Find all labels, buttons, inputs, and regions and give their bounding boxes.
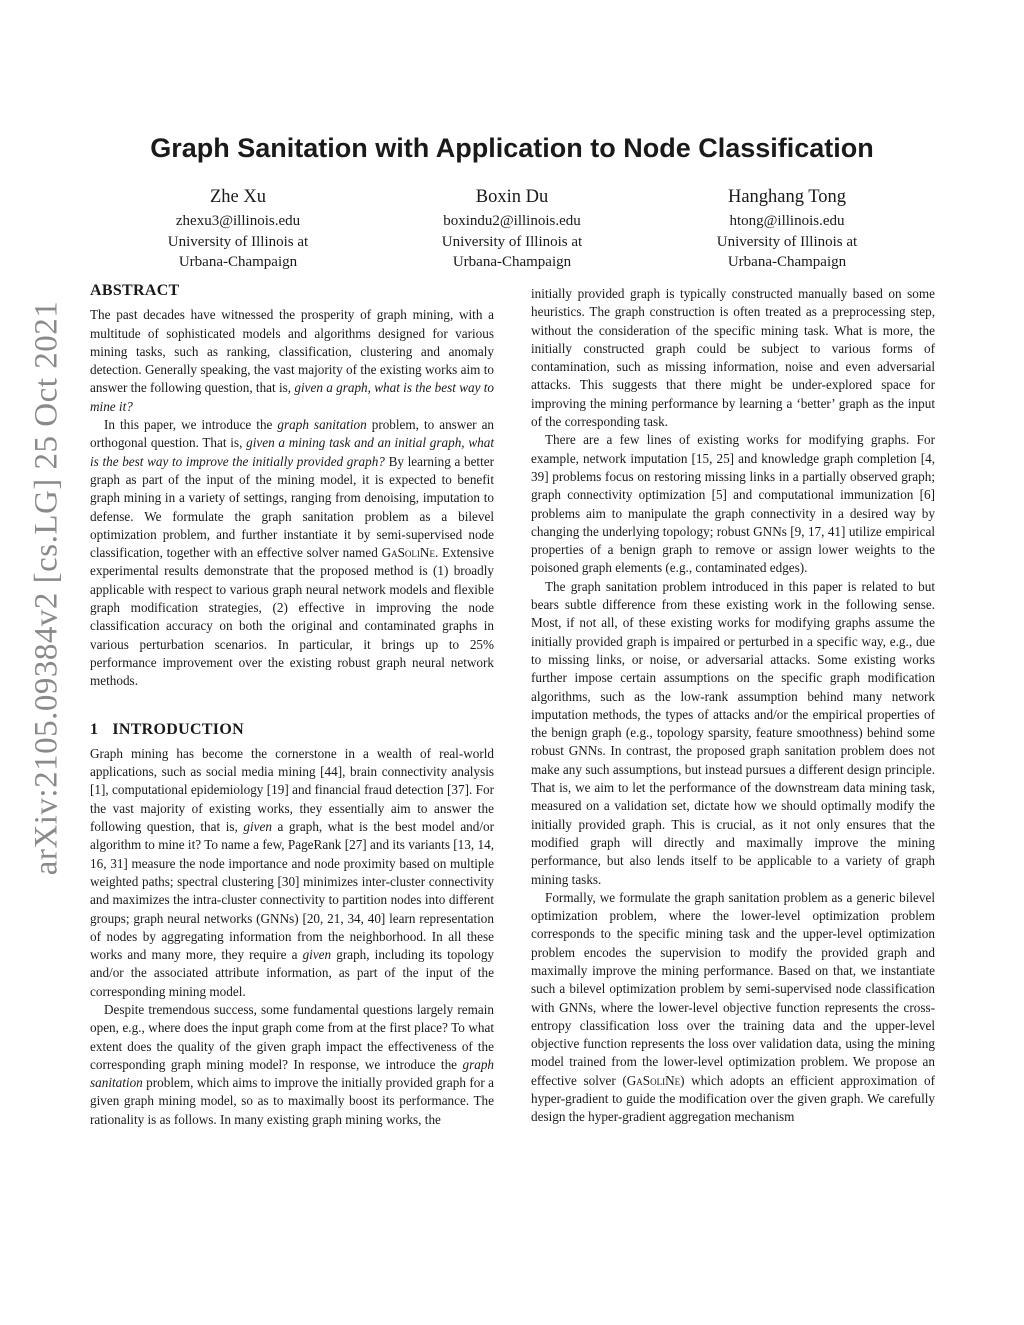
author-name: Zhe Xu	[210, 187, 266, 207]
abstract-heading: ABSTRACT	[90, 282, 180, 299]
right-column	[531, 285, 935, 1127]
author-block	[362, 186, 662, 273]
abstract-paragraph: The past decades have witnessed the prosperity of graph mining, with a multitude of sophisticated models and algorithms designed for various mining tasks, such as ranking, classification, clustering and anomaly detection. Generally speaking, the vast majority of the existing works aim to answer the following question, that is, given a graph, what is the best way to mine it?	[90, 307, 495, 414]
author-affiliation-city: Urbana-Champaign	[452, 254, 572, 270]
left-column	[90, 282, 494, 1129]
paper-title: Graph Sanitation with Application to Node Classification	[150, 133, 874, 163]
author-block	[637, 186, 937, 273]
author-block	[88, 186, 388, 273]
body-paragraph: initially provided graph is typically constructed manually based on some heuristics. The graph construction is often treated as a preprocessing step, without the consideration of the specific mining task. What is more, the initially constructed graph could be subject to various forms of contamination, such as missing information, noise and even adversarial attacks. This suggests that there might be under-explored space for improving the mining performance by learning a ‘better’ graph as the input of the corresponding task.	[531, 286, 935, 430]
intro-paragraph: Graph mining has become the cornerstone in a wealth of real-world applications, such as social media mining [44], brain connectivity analysis [1], computational epidemiology [19] and financial fraud detection [37]. For the vast majority of existing works, they essentially aim to answer the following question, that is, given a graph, what is the best model and/or algorithm to mine it? To name a few, PageRank [27] and its variants [13, 14, 16, 31] measure the node importance and node proximity based on multiple weighted paths; spectral clustering [30] minimizes inter-cluster connectivity and maximizes the intra-cluster connectivity to partition nodes into different groups; graph neural networks (GNNs) [20, 21, 34, 40] learn representation of nodes by aggregating information from the neighborhood. In all these works and many more, they require a given graph, including its topology and/or the associated attribute information, as part of the input of the corresponding mining model.	[90, 745, 495, 999]
body-paragraph: Formally, we formulate the graph sanitation problem as a generic bilevel optimization problem, where the lower-level optimization problem corresponds to the specific mining task and the upper-level optimization problem encodes the supervision to modify the provided graph and maximally improve the mining performance. Based on that, we instantiate such a bilevel optimization problem by semi-supervised node classification with GNNs, where the lower-level objective function represents the cross-entropy classification loss over the training data and the upper-level objective function represents the loss over validation data, using the mining model trained from the lower-level optimization problem. We propose an effective solver (GaSoliNe) which adopts an efficient approximation of hyper-gradient to guide the modification over the given graph. We carefully design the hyper-gradient aggregation mechanism	[531, 889, 935, 1125]
author-affiliation-city: Urbana-Champaign	[727, 254, 847, 270]
author-name: Hanghang Tong	[727, 187, 847, 207]
author-email: boxindu2@illinois.edu	[443, 213, 581, 229]
intro-paragraph: Despite tremendous success, some fundamental questions largely remain open, e.g., where does the input graph come from at the first place? To what extent does the quality of the given graph impact the effectiveness of the corresponding graph mining model? In response, we introduce the graph sanitation problem, which aims to improve the initially provided graph for a given graph mining model, so as to maximally boost its performance. The rationality is as follows. In many existing graph mining works, the	[90, 1001, 495, 1127]
body-paragraph: The graph sanitation problem introduced in this paper is related to but bears subtle difference from these existing work in the following sense. Most, if not all, of these existing works for modifying graphs assume the initially provided graph is impaired or perturbed in a specific way, e.g., due to missing links, or noise, or adversarial attacks. Some existing works further impose certain assumptions on the specific graph modification algorithms, such as the low-rank assumption behind many network imputation methods, the types of attacks and/or the empirical properties of the benign graph (e.g., topology sparsity, feature smoothness) behind some robust GNNs. In contrast, the proposed graph sanitation problem does not make any such assumptions, but instead pursues a different design principle. That is, we aim to let the performance of the downstream data mining task, measured on a validation set, dictate how we should optimally modify the initially provided graph. This is crucial, as it not only ensures that the modified graph will directly and maximally improve the mining performance, but also lends itself to be applicable to a variety of graph mining tasks.	[531, 578, 935, 887]
method-name: GaSoliNe	[626, 1072, 681, 1088]
author-affiliation: University of Illinois at	[167, 233, 309, 250]
body-paragraph: There are a few lines of existing works for modifying graphs. For example, network imputation [15, 25] and knowledge graph completion [4, 39] problems focus on restoring missing links in a partially observed graph; graph connectivity optimization [5] and computational immunization [6] problems aim to manipulate the graph connectivity in a desired way by changing the underlying topology; robust GNNs [9, 17, 41] utilize empirical properties of a benign graph to remove or assign lower weights to the poisoned graph elements (e.g., contaminated edges).	[531, 432, 935, 576]
method-name: GaSoliNe	[381, 545, 435, 561]
author-affiliation: University of Illinois at	[441, 233, 583, 250]
abstract-paragraph: In this paper, we introduce the graph sanitation problem, to answer an orthogonal question. That is, given a mining task and an initial graph, what is the best way to improve the initially provided graph? By learning a better graph as part of the input of the mining model, it is expected to benefit graph mining in a variety of settings, ranging from denoising, imputation to defense. We formulate the graph sanitation problem as a bilevel optimization problem, and further instantiate it by semi-supervised node classification, together with an effective solver named GaSoliNe. Extensive experimental results demonstrate that the proposed method is (1) broadly applicable with respect to various graph neural network models and flexible graph modification strategies, (2) effective in improving the node classification accuracy on both the original and contaminated graphs in various perturbation scenarios. In particular, it brings up to 25% performance improvement over the existing robust graph neural network methods.	[90, 417, 495, 689]
author-affiliation-city: Urbana-Champaign	[178, 254, 298, 270]
arxiv-id-text: arXiv:2105.09384v2 [cs.LG] 25 Oct 2021	[28, 300, 65, 876]
arxiv-identifier	[0, 0, 65, 1325]
author-email: htong@illinois.edu	[729, 213, 845, 229]
author-affiliation: University of Illinois at	[716, 233, 858, 250]
introduction-heading: 1 INTRODUCTION	[90, 720, 244, 738]
author-email: zhexu3@illinois.edu	[175, 213, 301, 229]
author-name: Boxin Du	[475, 187, 549, 207]
